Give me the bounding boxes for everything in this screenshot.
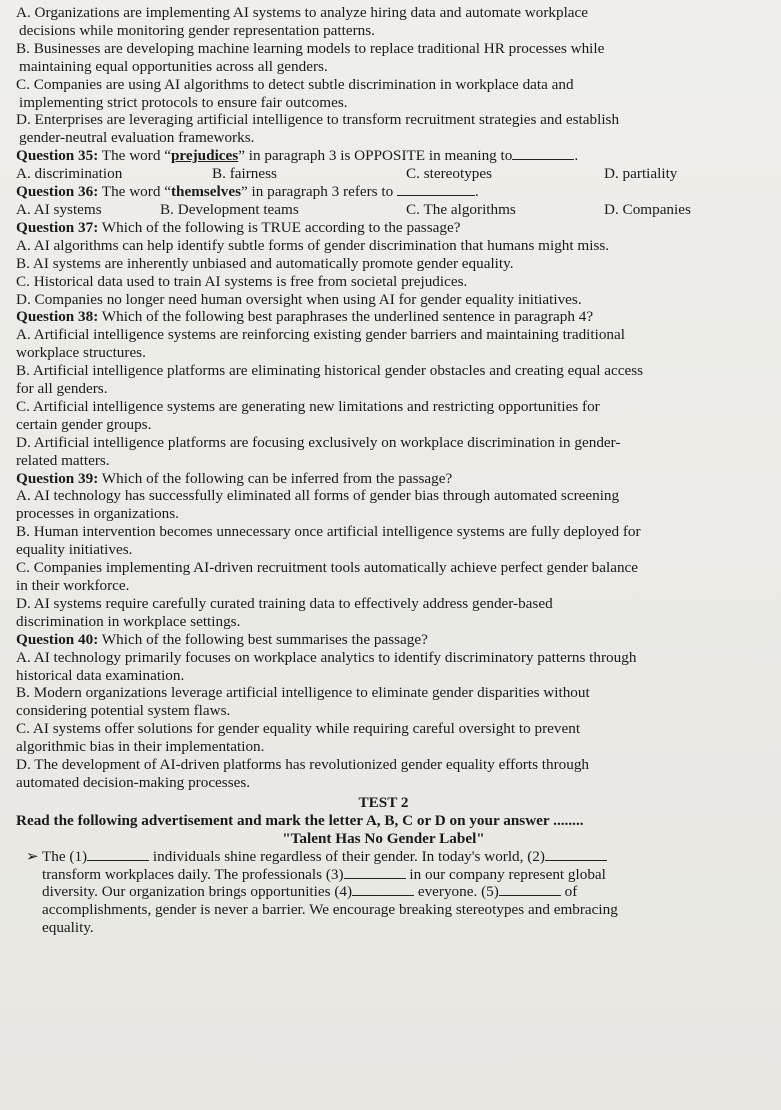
question-38 bbox=[16, 308, 751, 469]
question-36-options bbox=[16, 201, 751, 219]
intro-option-d-line1: D. Enterprises are leveraging artificial intelligence to transform recruitment strategies and establish bbox=[16, 111, 620, 129]
question-36-label: Question 36: bbox=[16, 183, 99, 201]
answer-blank bbox=[397, 183, 475, 196]
question-40-option-b-line1: B. Modern organizations leverage artificial intelligence to eliminate gender disparities without bbox=[16, 684, 590, 702]
question-35-option-d: D. partiality bbox=[604, 165, 678, 183]
blank-3 bbox=[344, 866, 406, 879]
question-39 bbox=[16, 470, 751, 631]
question-38-label: Question 38: bbox=[16, 308, 99, 326]
question-38-option-a-line1: A. Artificial intelligence systems are reinforcing existing gender barriers and maintaining traditional bbox=[16, 326, 625, 344]
intro-options bbox=[16, 4, 751, 147]
question-37 bbox=[16, 219, 751, 309]
question-39-option-b-line1: B. Human intervention becomes unnecessary once artificial intelligence systems are fully deployed for bbox=[16, 523, 641, 541]
question-35-option-c: C. stereotypes bbox=[406, 165, 493, 183]
intro-option-a-line1: A. Organizations are implementing AI systems to analyze hiring data and automate workplace bbox=[16, 4, 589, 21]
question-35-options bbox=[16, 165, 751, 183]
question-38-option-c-line2: certain gender groups. bbox=[16, 415, 152, 433]
ad-text-3a: diversity. Our organization brings opportunities (4) bbox=[42, 883, 353, 901]
question-35-stem bbox=[16, 147, 751, 165]
question-38-option-d-line1: D. Artificial intelligence platforms are focusing exclusively on workplace discrimination in gender- bbox=[16, 433, 621, 451]
question-40-text: Which of the following best summarises the passage? bbox=[98, 630, 428, 648]
blank-1 bbox=[87, 848, 149, 861]
question-38-option-b-line1: B. Artificial intelligence platforms are eliminating historical gender obstacles and creating equal access bbox=[16, 362, 644, 380]
question-36-text-post: ” in paragraph 3 refers to bbox=[240, 183, 394, 201]
question-38-option-a-line2: workplace structures. bbox=[16, 344, 146, 362]
ad-text-1b: individuals shine regardless of their gender. In today's world, (2) bbox=[149, 847, 545, 865]
question-40-stem bbox=[16, 631, 751, 649]
question-38-text: Which of the following best paraphrases the underlined sentence in paragraph 4? bbox=[98, 308, 594, 326]
question-36-stem bbox=[16, 183, 751, 201]
question-39-text: Which of the following can be inferred from the passage? bbox=[98, 469, 453, 487]
ad-text-1a: The (1) bbox=[42, 847, 88, 865]
blank-2 bbox=[545, 848, 607, 861]
question-37-option-a: A. AI algorithms can help identify subtle forms of gender discrimination that humans might miss. bbox=[16, 236, 610, 254]
question-40-option-c-line1: C. AI systems offer solutions for gender equality while requiring careful oversight to prevent bbox=[16, 720, 581, 738]
question-37-option-d: D. Companies no longer need human oversight when using AI for gender equality initiatives. bbox=[16, 290, 582, 308]
intro-option-d-line2: gender-neutral evaluation frameworks. bbox=[19, 129, 255, 147]
test-2-section bbox=[16, 794, 751, 937]
question-40-option-a-line1: A. AI technology primarily focuses on workplace analytics to identify discriminatory patterns through bbox=[16, 648, 637, 666]
intro-option-b-line1: B. Businesses are developing machine learning models to replace traditional HR processes while bbox=[16, 39, 605, 57]
arrow-bullet-icon: ➢ bbox=[26, 847, 39, 865]
ad-text-3b: everyone. (5) bbox=[414, 883, 499, 901]
advertisement-line-3 bbox=[16, 883, 751, 901]
question-38-option-b-line2: for all genders. bbox=[16, 380, 108, 398]
question-36-option-a: A. AI systems bbox=[16, 200, 102, 218]
question-38-stem bbox=[16, 308, 751, 326]
ad-text-2b: in our company represent global bbox=[405, 865, 606, 883]
question-37-label: Question 37: bbox=[16, 218, 99, 236]
advertisement-line-5: equality. bbox=[42, 919, 94, 937]
question-36-text-pre: The word “ bbox=[98, 183, 171, 201]
question-40-option-d-line1: D. The development of AI-driven platforms has revolutionized gender equality efforts through bbox=[16, 756, 590, 774]
answer-blank bbox=[512, 147, 574, 160]
intro-option-c-line2: implementing strict protocols to ensure fair outcomes. bbox=[19, 93, 348, 111]
question-36-option-b: B. Development teams bbox=[160, 200, 299, 218]
question-39-option-d-line1: D. AI systems require carefully curated training data to effectively address gender-based bbox=[16, 594, 553, 612]
question-36-word: themselves bbox=[170, 183, 241, 201]
question-39-option-a-line2: processes in organizations. bbox=[16, 505, 179, 523]
question-37-option-c: C. Historical data used to train AI systems is free from societal prejudices. bbox=[16, 272, 468, 290]
question-39-option-d-line2: discrimination in workplace settings. bbox=[16, 612, 241, 630]
question-38-option-c-line1: C. Artificial intelligence systems are generating new limitations and restricting opportunities for bbox=[16, 397, 600, 415]
question-40-label: Question 40: bbox=[16, 630, 99, 648]
question-36-option-d: D. Companies bbox=[604, 200, 691, 218]
advertisement-title: "Talent Has No Gender Label" bbox=[282, 829, 485, 847]
question-36-tail: . bbox=[475, 183, 479, 201]
question-40 bbox=[16, 631, 751, 792]
intro-option-c-line1: C. Companies are using AI algorithms to detect subtle discrimination in workplace data and bbox=[16, 75, 574, 93]
question-37-text: Which of the following is TRUE according to the passage? bbox=[98, 218, 461, 236]
question-35-label: Question 35: bbox=[16, 147, 99, 165]
question-35-tail: . bbox=[574, 147, 579, 165]
question-39-option-c-line2: in their workforce. bbox=[16, 577, 130, 594]
question-37-stem bbox=[16, 219, 751, 237]
question-36-option-c: C. The algorithms bbox=[406, 200, 516, 218]
question-36 bbox=[16, 183, 751, 219]
question-39-option-c-line1: C. Companies implementing AI-driven recruitment tools automatically achieve perfect gender balance bbox=[16, 559, 639, 577]
question-35-text-pre: The word “ bbox=[98, 147, 171, 165]
question-39-label: Question 39: bbox=[16, 469, 99, 487]
ad-text-3c: of bbox=[560, 883, 578, 901]
question-35-option-a: A. discrimination bbox=[16, 165, 123, 183]
ad-text-2a: transform workplaces daily. The professionals (3) bbox=[42, 865, 344, 883]
question-35-text-post: ” in paragraph 3 is OPPOSITE in meaning to bbox=[238, 147, 513, 165]
intro-option-b-line2: maintaining equal opportunities across all genders. bbox=[19, 57, 328, 75]
test-2-instruction: Read the following advertisement and mark the letter A, B, C or D on your answer ........ bbox=[16, 811, 584, 829]
question-39-option-b-line2: equality initiatives. bbox=[16, 541, 133, 559]
advertisement-line-1 bbox=[16, 848, 751, 866]
intro-option-a-line2: decisions while monitoring gender representation patterns. bbox=[19, 21, 375, 39]
question-39-stem bbox=[16, 470, 751, 488]
question-40-option-b-line2: considering potential system flaws. bbox=[16, 702, 231, 720]
question-40-option-d-line2: automated decision-making processes. bbox=[16, 773, 251, 791]
question-35 bbox=[16, 147, 751, 183]
question-40-option-a-line2: historical data examination. bbox=[16, 666, 185, 684]
question-40-option-c-line2: algorithmic bias in their implementation. bbox=[16, 738, 265, 756]
question-38-option-d-line2: related matters. bbox=[16, 451, 110, 469]
question-37-option-b: B. AI systems are inherently unbiased and automatically promote gender equality. bbox=[16, 254, 514, 272]
question-35-word: prejudices bbox=[170, 147, 239, 165]
advertisement-line-2 bbox=[16, 866, 751, 884]
test-2-heading: TEST 2 bbox=[358, 793, 409, 811]
question-39-option-a-line1: A. AI technology has successfully eliminated all forms of gender bias through automated screening bbox=[16, 487, 620, 505]
blank-5 bbox=[499, 883, 561, 896]
question-35-option-b: B. fairness bbox=[212, 165, 277, 183]
blank-4 bbox=[352, 883, 414, 896]
advertisement-line-4: accomplishments, gender is never a barrier. We encourage breaking stereotypes and embracing bbox=[42, 901, 618, 919]
